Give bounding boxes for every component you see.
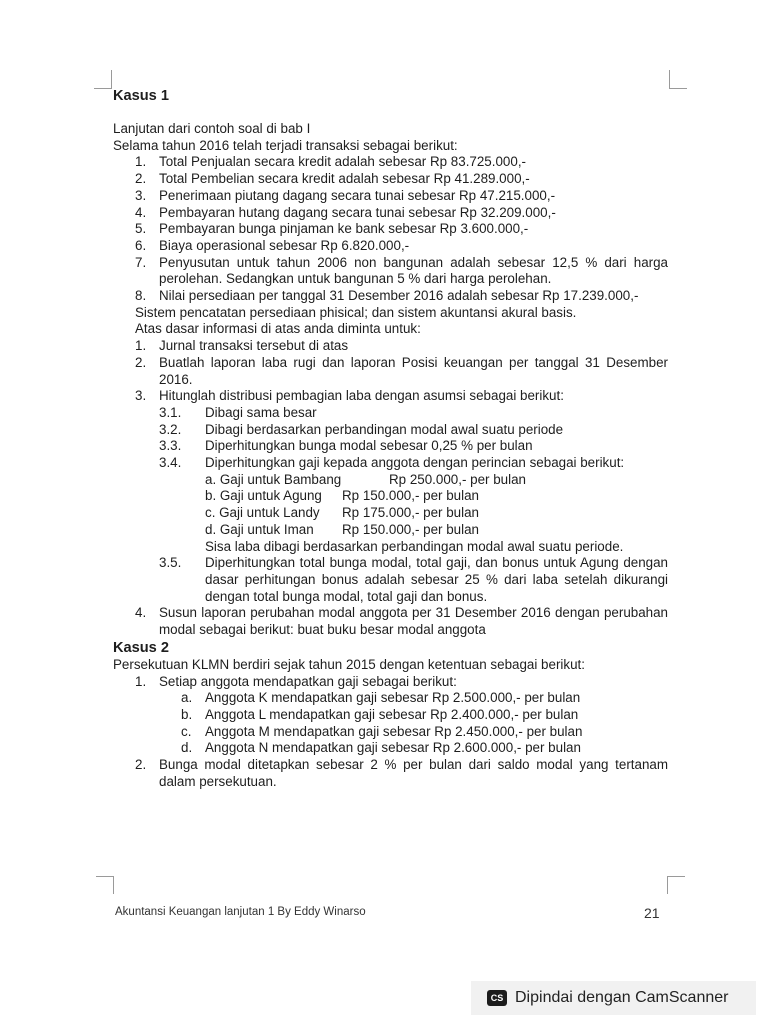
sub-list-item [113, 405, 668, 422]
list-item [113, 388, 668, 405]
item-text: Anggota L mendapatkan gaji sebesar Rp 2.400.000,- per bulan [205, 706, 579, 722]
list-item [113, 288, 668, 305]
spacer [113, 105, 668, 121]
item-text: Anggota M mendapatkan gaji sebesar Rp 2.450.000,- per bulan [205, 723, 583, 739]
item-text: Anggota K mendapatkan gaji sebesar Rp 2.500.000,- per bulan [205, 690, 581, 706]
item-text: Pembayaran bunga pinjaman ke bank sebesar Rp 3.600.000,- [159, 221, 529, 237]
kasus2-heading: Kasus 2 [113, 639, 169, 656]
item-text: Sisa laba dibagi berdasarkan perbandingan modal awal suatu periode. [205, 538, 624, 554]
kasus2-intro: Persekutuan KLMN berdiri sejak tahun 2015 dengan ketentuan sebagai berikut: [113, 656, 585, 672]
item-number: 6. [135, 237, 147, 253]
salary-line [113, 488, 668, 505]
crop-mark-top-left [111, 70, 112, 89]
list-item [113, 674, 668, 691]
item-number: 5. [135, 221, 147, 237]
item-text: Total Pembelian secara kredit adalah sebesar Rp 41.289.000,- [159, 171, 530, 187]
item-number: 4. [135, 605, 147, 621]
sub-list-item [113, 707, 668, 724]
item-number: 1. [135, 338, 147, 354]
item-number: 3.3. [159, 438, 182, 454]
list-item [113, 205, 668, 222]
list-item [113, 338, 668, 355]
salary-name: c. Gaji untuk Landy [205, 505, 320, 521]
document-body [113, 87, 668, 790]
item-text: Penyusutan untuk tahun 2006 non bangunan adalah sebesar 12,5 % dari harga perolehan. Sedangkan untuk bangunan 5 % dari harga perolehan. [159, 254, 668, 287]
crop-mark-top-left-h [94, 88, 112, 89]
page-footer: Akuntansi Keuangan lanjutan 1 By Eddy Winarso [115, 906, 366, 918]
item-number: 2. [135, 757, 147, 773]
salary-line [113, 505, 668, 522]
watermark-text: Dipindai dengan CamScanner [515, 989, 729, 1006]
sisa-laba-text [113, 539, 668, 556]
item-text: Hitunglah distribusi pembagian laba dengan asumsi sebagai berikut: [159, 388, 564, 404]
page-number: 21 [644, 905, 660, 921]
item-number: 1. [135, 154, 147, 170]
list-item [113, 221, 668, 238]
item-text: Pembayaran hutang dagang secara tunai sebesar Rp 32.209.000,- [159, 204, 556, 220]
item-letter: a. [181, 690, 193, 706]
kasus2-list [113, 674, 668, 791]
salary-amount: Rp 150.000,- per bulan [342, 488, 479, 504]
item-number: 3.5. [159, 555, 182, 571]
item-number: 7. [135, 254, 147, 270]
note-line-2: Atas dasar informasi di atas anda diminta untuk: [135, 321, 421, 337]
item-text: Dibagi sama besar [205, 404, 317, 420]
crop-mark-bottom-right-h [667, 876, 685, 877]
crop-mark-top-right [669, 70, 670, 89]
salary-line [113, 472, 668, 489]
salary-amount: Rp 250.000,- per bulan [389, 471, 526, 487]
item-text: Nilai persediaan per tanggal 31 Desember 2016 adalah sebesar Rp 17.239.000,- [159, 288, 639, 304]
item-text: Diperhitungkan bunga modal sebesar 0,25 % per bulan [205, 438, 533, 454]
item-text: Bunga modal ditetapkan sebesar 2 % per bulan dari saldo modal yang tertanam dalam persekutuan. [159, 757, 668, 789]
salary-name: d. Gaji untuk Iman [205, 521, 314, 537]
item-text: Penerimaan piutang dagang secara tunai sebesar Rp 47.215.000,- [159, 187, 556, 203]
item-number: 2. [135, 354, 147, 370]
camscanner-logo-icon: CS [487, 990, 507, 1006]
sub-list-item [113, 740, 668, 757]
item-letter: b. [181, 706, 193, 722]
crop-mark-bottom-left-h [96, 876, 114, 877]
list-item [113, 757, 668, 790]
sub-list-item [113, 438, 668, 455]
item-number: 3. [135, 388, 147, 404]
item-text: Biaya operasional sebesar Rp 6.820.000,- [159, 237, 410, 253]
sub-list-item [113, 455, 668, 472]
item-number: 3.4. [159, 455, 182, 471]
item-number: 3.1. [159, 404, 182, 420]
item-text: Diperhitungkan gaji kepada anggota dengan perincian sebagai berikut: [205, 455, 625, 471]
salary-name: a. Gaji untuk Bambang [205, 471, 342, 487]
item-letter: d. [181, 740, 193, 756]
item-text: Setiap anggota mendapatkan gaji sebagai berikut: [159, 673, 457, 689]
camscanner-watermark [471, 981, 756, 1015]
salary-amount: Rp 175.000,- per bulan [342, 505, 479, 521]
item-text: Total Penjualan secara kredit adalah sebesar Rp 83.725.000,- [159, 154, 526, 170]
sub-list-item [113, 422, 668, 439]
salary-line [113, 522, 668, 539]
note-text [113, 321, 668, 338]
task-list [113, 338, 668, 639]
kasus1-heading: Kasus 1 [113, 88, 169, 104]
list-item [113, 154, 668, 171]
item-text: Anggota N mendapatkan gaji sebesar Rp 2.600.000,- per bulan [205, 740, 581, 756]
item-text: Diperhitungkan total bunga modal, total gaji, dan bonus untuk Agung dengan dasar perhitungan bonus adalah sebesar 25 % dari laba setelah dikurangi dengan total bunga modal, total gaji dan bonus. [205, 555, 668, 604]
list-item [113, 238, 668, 255]
item-number: 8. [135, 288, 147, 304]
note-text [113, 305, 668, 322]
item-number: 1. [135, 673, 147, 689]
kasus1-intro-2: Selama tahun 2016 telah terjadi transaksi sebagai berikut: [113, 137, 458, 153]
sub-list-item [113, 555, 668, 605]
item-number: 4. [135, 204, 147, 220]
crop-mark-top-right-h [669, 88, 687, 89]
crop-mark-bottom-left [113, 876, 114, 894]
item-text: Jurnal transaksi tersebut di atas [159, 338, 349, 354]
item-text: Buatlah laporan laba rugi dan laporan Posisi keuangan per tanggal 31 Desember 2016. [159, 354, 668, 387]
item-text: Dibagi berdasarkan perbandingan modal awal suatu periode [205, 421, 564, 437]
item-number: 3. [135, 187, 147, 203]
item-letter: c. [181, 723, 192, 739]
note-line-1: Sistem pencatatan persediaan phisical; dan sistem akuntansi akural basis. [135, 304, 577, 320]
kasus1-intro-1: Lanjutan dari contoh soal di bab I [113, 121, 311, 136]
list-item [113, 605, 668, 638]
sub-list-item [113, 724, 668, 741]
list-item [113, 188, 668, 205]
salary-name: b. Gaji untuk Agung [205, 488, 322, 504]
list-item [113, 255, 668, 288]
list-item [113, 355, 668, 388]
sub-list-item [113, 690, 668, 707]
crop-mark-bottom-right [667, 876, 668, 894]
item-number: 2. [135, 171, 147, 187]
salary-amount: Rp 150.000,- per bulan [342, 521, 479, 537]
item-number: 3.2. [159, 421, 182, 437]
transaction-list [113, 154, 668, 304]
item-text: Susun laporan perubahan modal anggota per 31 Desember 2016 dengan perubahan modal sebagai berikut: buat buku besar modal anggota [159, 605, 668, 638]
list-item [113, 171, 668, 188]
